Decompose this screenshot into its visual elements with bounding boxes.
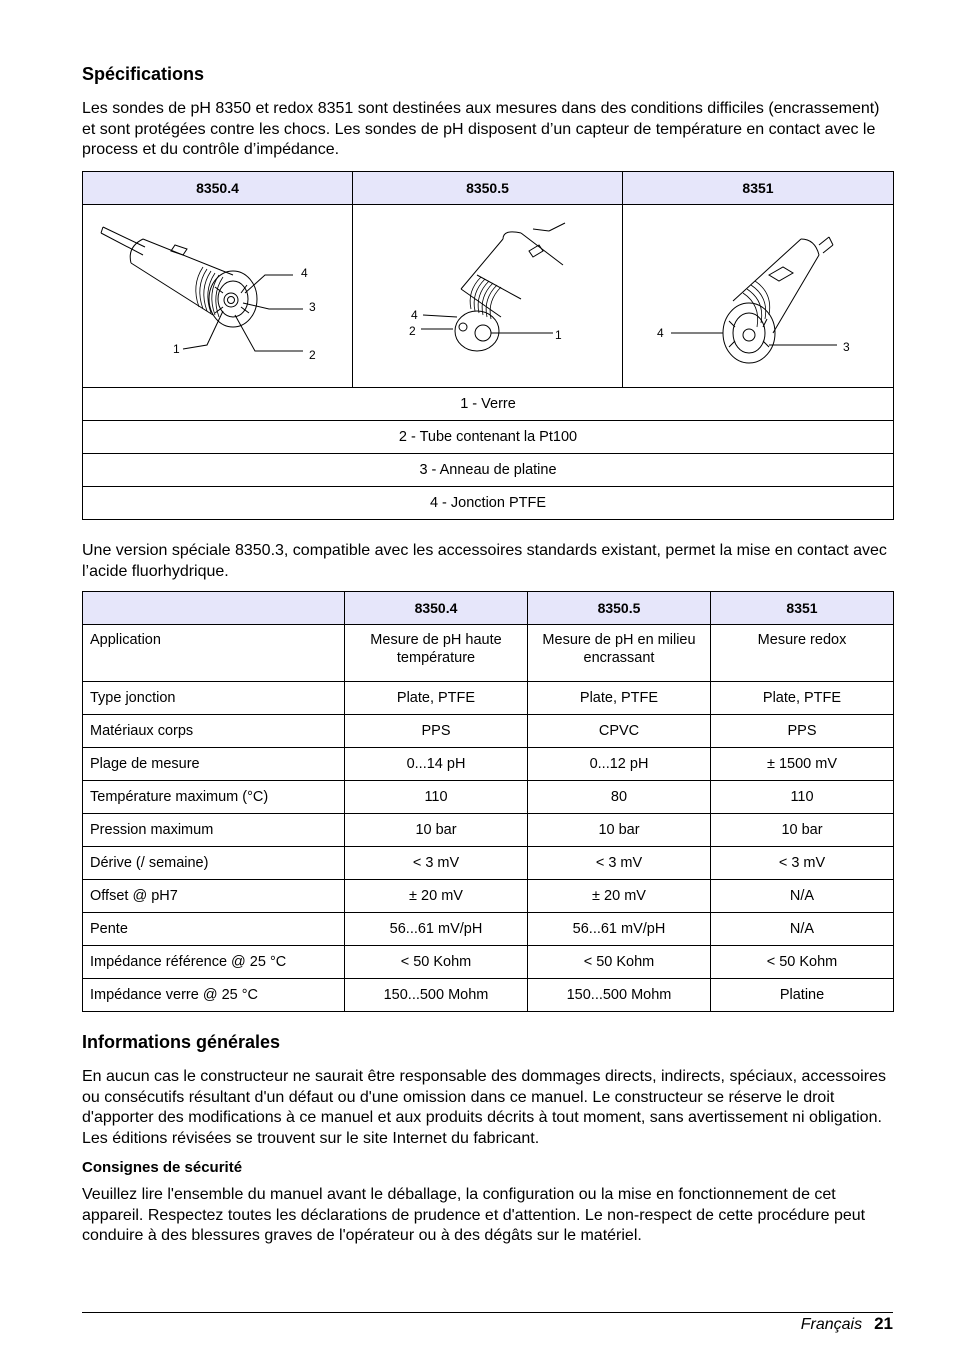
spec-value: ± 1500 mV (711, 748, 894, 781)
callout-label: 1 (173, 342, 180, 356)
spec-header (83, 592, 345, 625)
legend-item: 2 - Tube contenant la Pt100 (83, 421, 894, 454)
probe-8350-5-illustration (353, 205, 623, 383)
spec-label: Dérive (/ semaine) (83, 847, 345, 880)
spec-value: 110 (711, 781, 894, 814)
callout-label: 4 (657, 326, 664, 340)
callout-label: 2 (409, 324, 416, 338)
probe-image-cell (353, 205, 623, 388)
spec-label: Matériaux corps (83, 715, 345, 748)
footer-divider (82, 1312, 893, 1313)
spec-value: Plate, PTFE (528, 682, 711, 715)
probe-table (82, 171, 894, 520)
spec-value: < 3 mV (711, 847, 894, 880)
spec-value: N/A (711, 913, 894, 946)
spec-value: ± 20 mV (345, 880, 528, 913)
spec-value: Mesure de pH en milieu encrassant (528, 625, 711, 682)
spec-value: 56...61 mV/pH (528, 913, 711, 946)
spec-value: PPS (711, 715, 894, 748)
callout-label: 4 (411, 308, 418, 322)
spec-value: Plate, PTFE (345, 682, 528, 715)
probe-header: 8350.5 (353, 172, 623, 205)
spec-label: Offset @ pH7 (83, 880, 345, 913)
safety-heading: Consignes de sécurité (82, 1159, 243, 1176)
spec-label: Température maximum (°C) (83, 781, 345, 814)
callout-label: 1 (555, 328, 562, 342)
callout-label: 3 (309, 300, 316, 314)
spec-value: Plate, PTFE (711, 682, 894, 715)
spec-label: Impédance référence @ 25 °C (83, 946, 345, 979)
general-paragraph: En aucun cas le constructeur ne saurait être responsable des dommages directs, indirects, spéciaux, accessoires ou consécutifs résultant d'un défaut ou d'une omission dans ce manuel. Le constructeur se réserve le droit d'apporter des modifications à ce manuel et aux produits décrits à tout moment, sans avertissement ni obligation. Les éditions révisées se trouvent sur le site Internet du fabricant. (82, 1068, 886, 1147)
spec-value: 10 bar (345, 814, 528, 847)
spec-value: N/A (711, 880, 894, 913)
probe-image-cell (83, 205, 353, 388)
spec-value: 10 bar (528, 814, 711, 847)
callout-label: 2 (309, 348, 316, 362)
spec-value: < 3 mV (345, 847, 528, 880)
spec-header: 8350.4 (345, 592, 528, 625)
spec-label: Type jonction (83, 682, 345, 715)
spec-value: PPS (345, 715, 528, 748)
spec-label: Pression maximum (83, 814, 345, 847)
callout-label: 4 (301, 266, 308, 280)
footer-language: Français (800, 1316, 863, 1333)
page-footer (801, 1314, 893, 1334)
general-heading: Informations générales (82, 1032, 281, 1052)
spec-label: Impédance verre @ 25 °C (83, 979, 345, 1012)
callout-label: 3 (843, 340, 850, 354)
spec-header: 8351 (711, 592, 894, 625)
probe-image-cell (623, 205, 894, 388)
spec-value: < 50 Kohm (345, 946, 528, 979)
legend-item: 4 - Jonction PTFE (83, 487, 894, 520)
spec-header: 8350.5 (528, 592, 711, 625)
probe-8351-illustration (623, 205, 894, 383)
spec-value: 150...500 Mohm (528, 979, 711, 1012)
spec-label: Application (83, 625, 345, 682)
spec-value: < 50 Kohm (528, 946, 711, 979)
page-number: 21 (874, 1314, 893, 1333)
spec-value: 56...61 mV/pH (345, 913, 528, 946)
spec-value: 0...14 pH (345, 748, 528, 781)
spec-value: < 50 Kohm (711, 946, 894, 979)
legend-item: 1 - Verre (83, 388, 894, 421)
special-version-paragraph: Une version spéciale 8350.3, compatible avec les accessoires standards existant, permet la mise en contact avec l’acide fluorhydrique. (82, 542, 887, 580)
spec-value: Mesure redox (711, 625, 894, 682)
probe-header: 8351 (623, 172, 894, 205)
spec-value: CPVC (528, 715, 711, 748)
safety-paragraph: Veuillez lire l'ensemble du manuel avant le déballage, la configuration ou la mise en fonctionnement de cet appareil. Respectez toutes les déclarations de prudence et d'attention. Le non-respect de cette procédure peut conduire à des blessures graves de l'opérateur ou à des dégâts sur le matériel. (82, 1186, 866, 1244)
spec-value: 80 (528, 781, 711, 814)
spec-value: 150...500 Mohm (345, 979, 528, 1012)
specs-heading: Spécifications (82, 64, 205, 84)
spec-label: Pente (83, 913, 345, 946)
spec-value: < 3 mV (528, 847, 711, 880)
spec-value: Platine (711, 979, 894, 1012)
spec-table (82, 591, 894, 1012)
probe-8350-4-illustration (83, 205, 353, 383)
spec-value: ± 20 mV (528, 880, 711, 913)
legend-item: 3 - Anneau de platine (83, 454, 894, 487)
intro-paragraph: Les sondes de pH 8350 et redox 8351 sont destinées aux mesures dans des conditions difficiles (encrassement) et sont protégées contre les chocs. Les sondes de pH disposent d’un capteur de température en contact avec le process et du contrôle d’impédance. (82, 100, 880, 158)
spec-label: Plage de mesure (83, 748, 345, 781)
spec-value: 10 bar (711, 814, 894, 847)
spec-value: 0...12 pH (528, 748, 711, 781)
probe-header: 8350.4 (83, 172, 353, 205)
spec-value: 110 (345, 781, 528, 814)
spec-value: Mesure de pH haute température (345, 625, 528, 682)
